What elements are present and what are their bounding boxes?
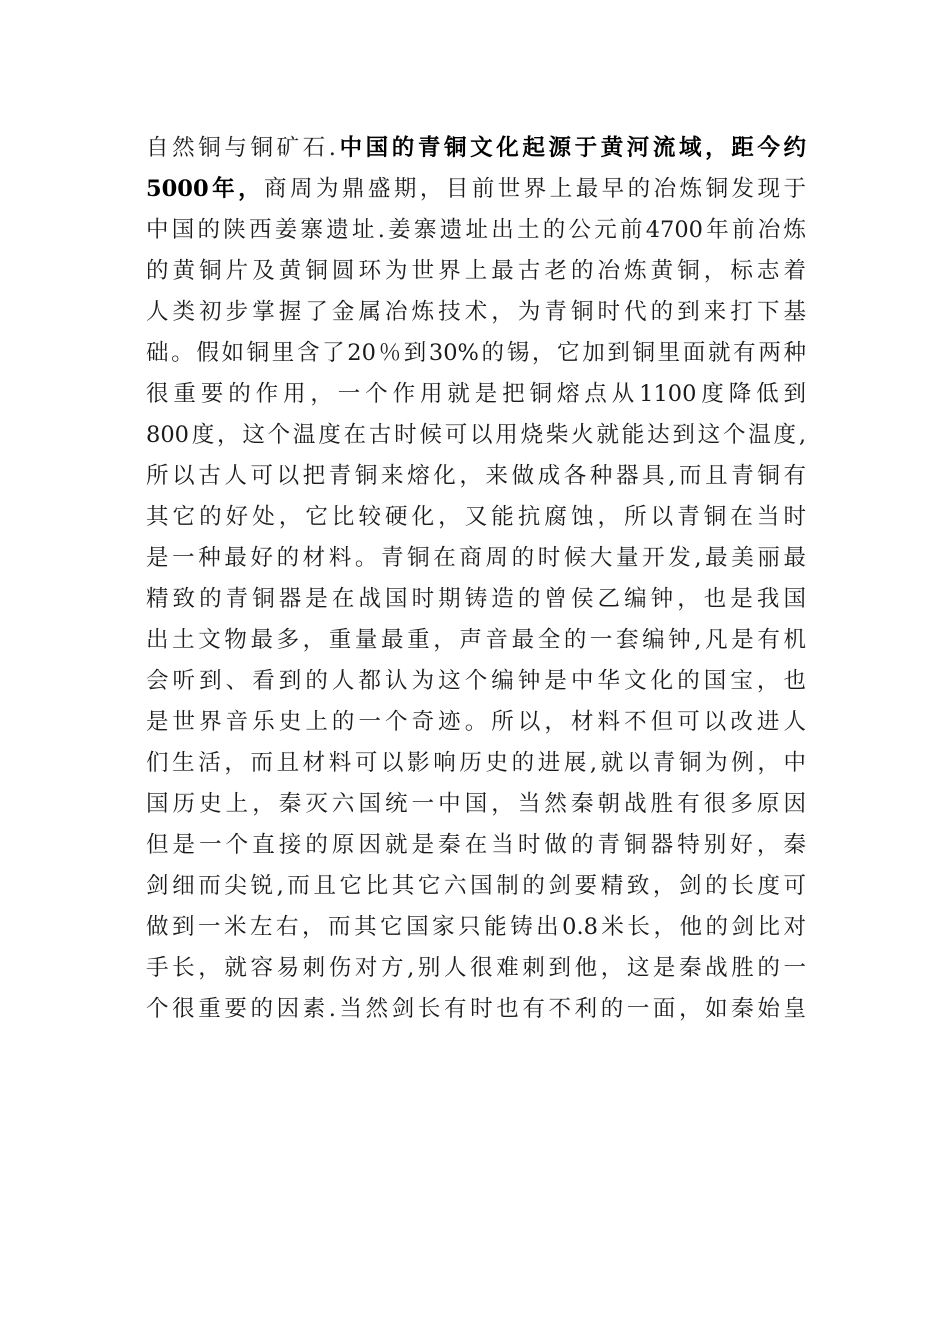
text-line <box>146 702 806 743</box>
text-line <box>146 866 806 907</box>
text-run: 的黄铜片及黄铜圆环为世界上最古老的冶炼黄铜，标志着 <box>146 258 806 284</box>
text-line <box>146 497 806 538</box>
text-line <box>146 374 806 415</box>
text-line <box>146 292 806 333</box>
text-line <box>146 620 806 661</box>
text-line <box>146 743 806 784</box>
text-run: 做到一米左右，而其它国家只能铸出0.8米长，他的剑比对 <box>146 914 806 940</box>
text-line <box>146 251 806 292</box>
text-run: 很重要的作用，一个作用就是把铜熔点从1100度降低到 <box>146 381 806 407</box>
document-body <box>146 128 806 1030</box>
text-line <box>146 948 806 989</box>
text-line <box>146 169 806 210</box>
text-run: 出土文物最多，重量最重，声音最全的一套编钟,凡是有机 <box>146 627 806 653</box>
text-run: 其它的好处，它比较硬化，又能抗腐蚀，所以青铜在当时 <box>146 504 806 530</box>
text-run: 中国的陕西姜寨遗址.姜寨遗址出土的公元前4700年前冶炼 <box>146 217 806 243</box>
text-line <box>146 784 806 825</box>
text-run: 础。假如铜里含了20％到30%的锡，它加到铜里面就有两种 <box>146 340 806 366</box>
text-run: 手长，就容易刺伤对方,别人很难刺到他，这是秦战胜的一 <box>146 955 806 981</box>
text-line <box>146 456 806 497</box>
text-run: 商周为鼎盛期，目前世界上最早的冶炼铜发现于 <box>264 176 806 202</box>
text-line <box>146 333 806 374</box>
text-line <box>146 907 806 948</box>
text-run: 但是一个直接的原因就是秦在当时做的青铜器特别好，秦 <box>146 832 806 858</box>
text-run: 国历史上，秦灭六国统一中国，当然秦朝战胜有很多原因 <box>146 791 806 817</box>
text-run: 剑细而尖锐,而且它比其它六国制的剑要精致，剑的长度可 <box>146 873 806 899</box>
text-line <box>146 579 806 620</box>
text-run: 800度，这个温度在古时候可以用烧柴火就能达到这个温度, <box>146 422 806 448</box>
text-run: 自然铜与铜矿石. <box>146 135 336 161</box>
text-run: 们生活，而且材料可以影响历史的进展,就以青铜为例，中 <box>146 750 806 776</box>
text-line <box>146 128 806 169</box>
text-line <box>146 661 806 702</box>
text-line <box>146 538 806 579</box>
text-line <box>146 825 806 866</box>
text-run: 是世界音乐史上的一个奇迹。所以，材料不但可以改进人 <box>146 709 806 735</box>
text-run: 会听到、看到的人都认为这个编钟是中华文化的国宝，也 <box>146 668 806 694</box>
text-run: 个很重要的因素.当然剑长有时也有不利的一面，如秦始皇 <box>146 996 806 1022</box>
text-run-bold: 中国的青铜文化起源于黄河流域，距今约 <box>335 135 806 161</box>
text-run: 精致的青铜器是在战国时期铸造的曾侯乙编钟，也是我国 <box>146 586 806 612</box>
text-line <box>146 210 806 251</box>
text-run-bold: 5000年， <box>146 176 265 202</box>
text-line <box>146 989 806 1030</box>
text-line <box>146 415 806 456</box>
text-run: 所以古人可以把青铜来熔化，来做成各种器具,而且青铜有 <box>146 463 806 489</box>
text-run: 是一种最好的材料。青铜在商周的时候大量开发,最美丽最 <box>146 545 806 571</box>
text-run: 人类初步掌握了金属冶炼技术，为青铜时代的到来打下基 <box>146 299 806 325</box>
